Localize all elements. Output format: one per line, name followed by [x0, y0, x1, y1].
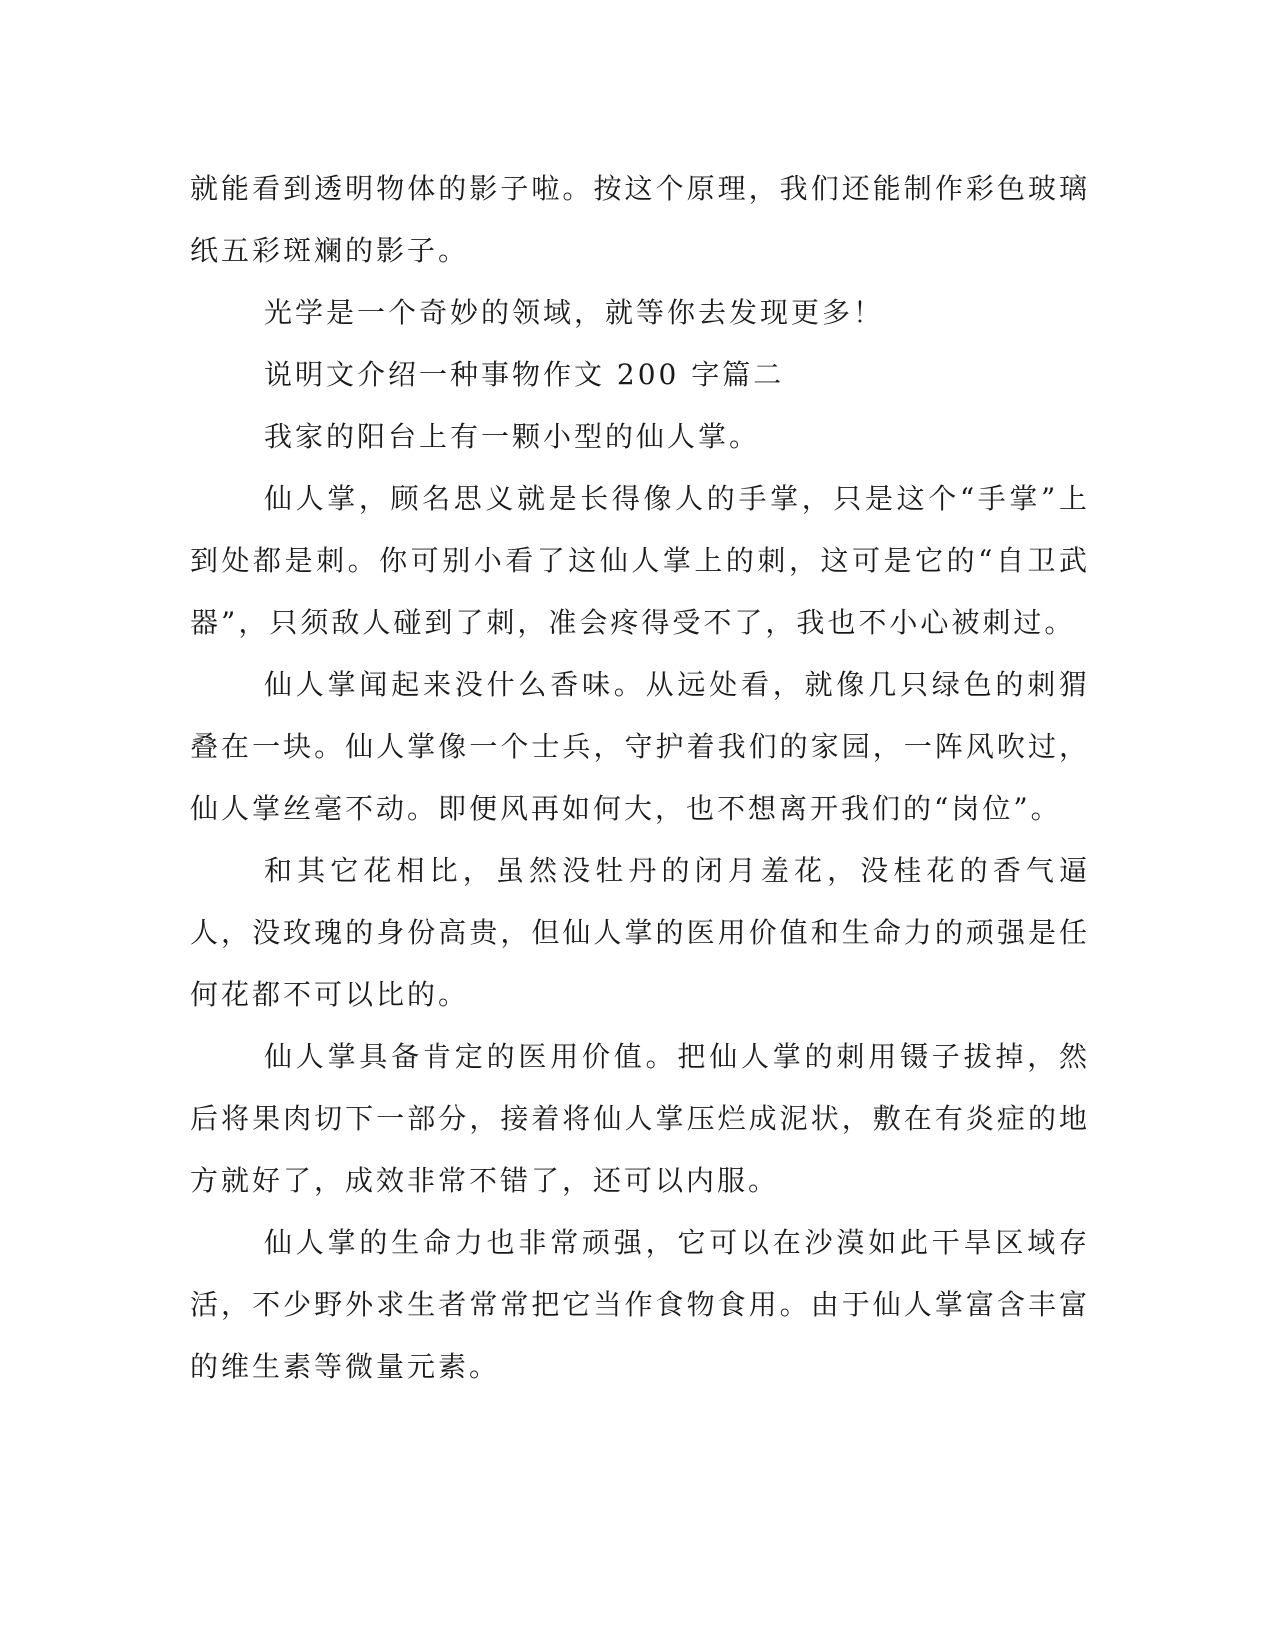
- paragraph-appearance: 仙人掌，顾名思义就是长得像人的手掌，只是这个“手掌”上到处都是刺。你可别小看了这仙人掌上的刺，这可是它的“自卫武器”，只须敌人碰到了刺，准会疼得受不了，我也不小心被刺过。: [190, 482, 1090, 639]
- paragraph-medical-value: 仙人掌具备肯定的医用价值。把仙人掌的刺用镊子拔掉，然后将果肉切下一部分，接着将仙人掌压烂成泥状，敷在有炎症的地方就好了，成效非常不错了，还可以内服。: [190, 1040, 1090, 1197]
- section-heading: 说明文介绍一种事物作文 200 字篇二: [264, 358, 785, 391]
- paragraph-comparison: 和其它花相比，虽然没牡丹的闭月羞花，没桂花的香气逼人，没玫瑰的身份高贵，但仙人掌的医用价值和生命力的顽强是任何花都不可以比的。: [190, 854, 1090, 1011]
- document-body: [190, 158, 1090, 1398]
- paragraph-continuation: 就能看到透明物体的影子啦。按这个原理，我们还能制作彩色玻璃纸五彩斑斓的影子。: [190, 172, 1090, 267]
- paragraph-vitality: 仙人掌的生命力也非常顽强，它可以在沙漠如此干旱区域存活，不少野外求生者常常把它当作食物食用。由于仙人掌富含丰富的维生素等微量元素。: [190, 1226, 1090, 1383]
- paragraph-intro: 我家的阳台上有一颗小型的仙人掌。: [264, 420, 761, 453]
- paragraph-smell: 仙人掌闻起来没什么香味。从远处看，就像几只绿色的刺猬叠在一块。仙人掌像一个士兵，守护着我们的家园，一阵风吹过，仙人掌丝毫不动。即便风再如何大，也不想离开我们的“岗位”。: [190, 668, 1090, 825]
- paragraph-optics-conclusion: 光学是一个奇妙的领域，就等你去发现更多！: [264, 296, 885, 329]
